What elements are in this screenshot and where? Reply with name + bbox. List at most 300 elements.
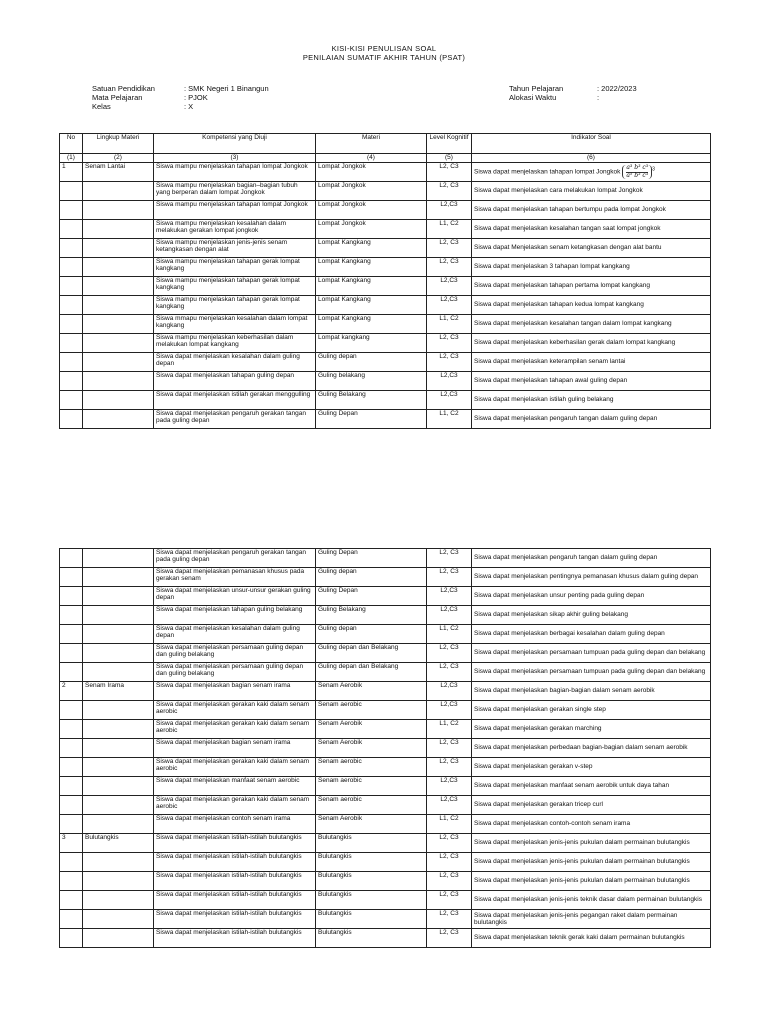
row-kompetensi bbox=[154, 682, 316, 701]
meta-value: : PJOK bbox=[184, 93, 208, 102]
table-row bbox=[60, 682, 711, 701]
row-indikator bbox=[472, 220, 711, 239]
row-materi bbox=[316, 739, 427, 758]
row-materi-text: Senam aerobic bbox=[318, 701, 362, 708]
col-number: (4) bbox=[316, 154, 427, 163]
row-indikator-text: Siswa dapat menjelaskan sikap akhir guling belakang bbox=[474, 611, 628, 619]
table-row bbox=[60, 910, 711, 929]
row-indikator bbox=[472, 258, 711, 277]
row-lingkup-materi bbox=[83, 606, 154, 625]
row-no bbox=[60, 796, 83, 815]
row-level-kognitif bbox=[427, 606, 472, 625]
row-level-kognitif-text: L1, C2 bbox=[439, 625, 459, 632]
row-no-text: 2 bbox=[62, 682, 66, 689]
row-indikator bbox=[472, 587, 711, 606]
row-indikator bbox=[472, 682, 711, 701]
header-lingkup: Lingkup Materi bbox=[83, 134, 154, 154]
row-no bbox=[60, 644, 83, 663]
row-kompetensi bbox=[154, 625, 316, 644]
table-row bbox=[60, 410, 711, 429]
table-row bbox=[60, 391, 711, 410]
row-level-kognitif-text: L1, C2 bbox=[439, 720, 459, 727]
row-level-kognitif-text: L2, C3 bbox=[439, 258, 459, 265]
row-no bbox=[60, 163, 83, 182]
row-no bbox=[60, 606, 83, 625]
row-kompetensi bbox=[154, 239, 316, 258]
row-no bbox=[60, 220, 83, 239]
row-lingkup-materi bbox=[83, 410, 154, 429]
row-indikator bbox=[472, 606, 711, 625]
row-materi-text: Guling depan bbox=[318, 625, 357, 632]
row-indikator-text: Siswa dapat menjelaskan unsur penting pada guling depan bbox=[474, 592, 645, 600]
row-lingkup-materi bbox=[83, 625, 154, 644]
row-level-kognitif bbox=[427, 587, 472, 606]
table-row bbox=[60, 739, 711, 758]
row-lingkup-materi bbox=[83, 258, 154, 277]
row-indikator-text: Siswa dapat menjelaskan tahapan bertumpu pada lompat Jongkok bbox=[474, 206, 666, 214]
row-indikator-text: Siswa dapat menjelaskan tahapan lompat Jongkok bbox=[474, 168, 621, 176]
table-row bbox=[60, 163, 711, 182]
row-lingkup-materi bbox=[83, 739, 154, 758]
row-indikator bbox=[472, 353, 711, 372]
row-lingkup-materi bbox=[83, 239, 154, 258]
row-materi-text: Guling belakang bbox=[318, 372, 365, 379]
row-indikator bbox=[472, 549, 711, 568]
row-materi bbox=[316, 410, 427, 429]
meta-row bbox=[92, 84, 269, 93]
col-number: (6) bbox=[472, 154, 711, 163]
row-lingkup-materi bbox=[83, 663, 154, 682]
row-kompetensi bbox=[154, 758, 316, 777]
row-lingkup-materi bbox=[83, 334, 154, 353]
row-level-kognitif bbox=[427, 315, 472, 334]
row-materi bbox=[316, 258, 427, 277]
row-materi-text: Lompat Jongkok bbox=[318, 182, 366, 189]
row-indikator-text: Siswa dapat menjelaskan teknik gerak kaki dalam permainan bulutangkis bbox=[474, 934, 685, 942]
row-level-kognitif-text: L2,C3 bbox=[440, 372, 458, 379]
row-kompetensi-text: Siswa mampu menjelaskan keberhasilan dalam melakukan lompat kangkang bbox=[156, 334, 294, 349]
row-level-kognitif-text: L2, C3 bbox=[439, 568, 459, 575]
row-materi bbox=[316, 853, 427, 872]
row-kompetensi bbox=[154, 606, 316, 625]
row-lingkup-materi-text: Senam Irama bbox=[85, 682, 125, 689]
row-kompetensi-text: Siswa dapat menjelaskan unsur-unsur gerakan guling depan bbox=[156, 587, 311, 602]
row-materi bbox=[316, 182, 427, 201]
row-kompetensi bbox=[154, 391, 316, 410]
row-lingkup-materi bbox=[83, 644, 154, 663]
row-level-kognitif-text: L2,C3 bbox=[440, 777, 458, 784]
row-no bbox=[60, 758, 83, 777]
row-kompetensi bbox=[154, 796, 316, 815]
row-kompetensi bbox=[154, 315, 316, 334]
row-materi bbox=[316, 891, 427, 910]
table-row bbox=[60, 568, 711, 587]
row-indikator bbox=[472, 625, 711, 644]
row-level-kognitif-text: L2,C3 bbox=[440, 391, 458, 398]
row-indikator bbox=[472, 296, 711, 315]
kisi-table-page-2 bbox=[59, 548, 711, 948]
table-row bbox=[60, 891, 711, 910]
col-number: (3) bbox=[154, 154, 316, 163]
row-kompetensi bbox=[154, 644, 316, 663]
row-indikator bbox=[472, 720, 711, 739]
row-indikator bbox=[472, 372, 711, 391]
row-level-kognitif bbox=[427, 334, 472, 353]
row-no bbox=[60, 277, 83, 296]
row-indikator-text: Siswa dapat menjelaskan bagian-bagian dalam senam aerobik bbox=[474, 687, 655, 695]
row-lingkup-materi bbox=[83, 777, 154, 796]
row-kompetensi bbox=[154, 182, 316, 201]
row-level-kognitif-text: L2, C3 bbox=[439, 334, 459, 341]
table-row bbox=[60, 663, 711, 682]
row-indikator bbox=[472, 834, 711, 853]
meta-value: : SMK Negeri 1 Binangun bbox=[184, 84, 269, 93]
row-lingkup-materi bbox=[83, 929, 154, 948]
row-kompetensi-text: Siswa mampu menjelaskan tahapan gerak lompat kangkang bbox=[156, 277, 300, 292]
table-row bbox=[60, 815, 711, 834]
row-materi bbox=[316, 220, 427, 239]
row-indikator-text: Siswa dapat menjelaskan persamaan tumpuan pada guling depan dan belakang bbox=[474, 668, 706, 676]
table-row bbox=[60, 929, 711, 948]
row-kompetensi bbox=[154, 201, 316, 220]
row-lingkup-materi bbox=[83, 220, 154, 239]
row-level-kognitif-text: L2, C3 bbox=[439, 853, 459, 860]
table-row bbox=[60, 315, 711, 334]
row-indikator-text: Siswa dapat menjelaskan tahapan pertama lompat kangkang bbox=[474, 282, 650, 290]
row-materi bbox=[316, 315, 427, 334]
row-level-kognitif-text: L2, C3 bbox=[439, 929, 459, 936]
row-materi bbox=[316, 372, 427, 391]
row-materi-text: Guling Depan bbox=[318, 549, 358, 556]
row-materi bbox=[316, 606, 427, 625]
row-no bbox=[60, 239, 83, 258]
row-kompetensi-text: Siswa dapat menjelaskan bagian senam irama bbox=[156, 739, 291, 746]
row-indikator bbox=[472, 796, 711, 815]
row-materi-text: Senam Aerobik bbox=[318, 815, 363, 822]
table-body-page-1 bbox=[60, 163, 711, 429]
row-level-kognitif bbox=[427, 777, 472, 796]
row-kompetensi bbox=[154, 853, 316, 872]
table-row bbox=[60, 296, 711, 315]
table-row bbox=[60, 220, 711, 239]
col-number: (1) bbox=[60, 154, 83, 163]
row-level-kognitif-text: L2,C3 bbox=[440, 606, 458, 613]
row-kompetensi bbox=[154, 891, 316, 910]
row-no bbox=[60, 549, 83, 568]
row-materi bbox=[316, 834, 427, 853]
row-kompetensi bbox=[154, 334, 316, 353]
table-row bbox=[60, 625, 711, 644]
row-level-kognitif-text: L1, C2 bbox=[439, 815, 459, 822]
row-indikator-text: Siswa dapat menjelaskan kesalahan tangan saat lompat jongkok bbox=[474, 225, 661, 233]
row-materi bbox=[316, 296, 427, 315]
row-indikator bbox=[472, 777, 711, 796]
row-lingkup-materi bbox=[83, 910, 154, 929]
meta-row bbox=[509, 84, 637, 93]
row-materi-text: Senam Aerobik bbox=[318, 682, 363, 689]
row-kompetensi-text: Siswa dapat menjelaskan istilah-istilah bulutangkis bbox=[156, 853, 302, 860]
row-no bbox=[60, 663, 83, 682]
row-materi bbox=[316, 663, 427, 682]
row-level-kognitif bbox=[427, 568, 472, 587]
row-indikator bbox=[472, 891, 711, 910]
row-kompetensi-text: Siswa mampu menjelaskan bagian–bagian tubuh yang berperan dalam lompat Jongkok bbox=[156, 182, 298, 197]
row-materi-text: Bulutangkis bbox=[318, 929, 352, 936]
title-line-2: PENILAIAN SUMATIF AKHIR TAHUN (PSAT) bbox=[302, 53, 466, 62]
row-materi bbox=[316, 777, 427, 796]
row-indikator bbox=[472, 163, 711, 182]
row-no bbox=[60, 296, 83, 315]
col-number: (5) bbox=[427, 154, 472, 163]
row-no bbox=[60, 910, 83, 929]
row-level-kognitif-text: L2,C3 bbox=[440, 277, 458, 284]
row-no bbox=[60, 853, 83, 872]
row-level-kognitif-text: L2, C3 bbox=[439, 644, 459, 651]
row-materi-text: Lompat kangkang bbox=[318, 334, 370, 341]
row-kompetensi-text: Siswa dapat menjelaskan istilah-istilah bulutangkis bbox=[156, 872, 302, 879]
meta-right bbox=[509, 84, 637, 102]
row-no bbox=[60, 929, 83, 948]
row-level-kognitif-text: L2,C3 bbox=[440, 201, 458, 208]
row-materi bbox=[316, 353, 427, 372]
row-lingkup-materi bbox=[83, 372, 154, 391]
row-kompetensi bbox=[154, 701, 316, 720]
row-materi-text: Lompat Kangkang bbox=[318, 315, 371, 322]
meta-label: Mata Pelajaran bbox=[92, 93, 143, 102]
row-materi bbox=[316, 644, 427, 663]
row-level-kognitif bbox=[427, 410, 472, 429]
row-level-kognitif-text: L2,C3 bbox=[440, 701, 458, 708]
row-kompetensi-text: Siswa mampu menjelaskan tahapan lompat Jongkok bbox=[156, 163, 308, 170]
row-lingkup-materi bbox=[83, 163, 154, 182]
row-materi bbox=[316, 872, 427, 891]
row-materi-text: Bulutangkis bbox=[318, 834, 352, 841]
row-materi bbox=[316, 587, 427, 606]
table-row bbox=[60, 201, 711, 220]
row-lingkup-materi bbox=[83, 353, 154, 372]
row-kompetensi-text: Siswa dapat menjelaskan istilah-istilah bulutangkis bbox=[156, 834, 302, 841]
formula-denominator: a⁵ b³ c³ bbox=[626, 171, 649, 179]
row-level-kognitif bbox=[427, 163, 472, 182]
row-kompetensi-text: Siswa dapat menjelaskan istilah-istilah bulutangkis bbox=[156, 929, 302, 936]
row-lingkup-materi bbox=[83, 796, 154, 815]
row-indikator-text: Siswa dapat menjelaskan perbedaan bagian-bagian dalam senam aerobik bbox=[474, 744, 688, 752]
row-lingkup-materi bbox=[83, 682, 154, 701]
table-row bbox=[60, 182, 711, 201]
row-indikator bbox=[472, 239, 711, 258]
row-indikator-text: Siswa dapat menjelaskan jenis-jenis teknik dasar dalam permainan bulutangkis bbox=[474, 896, 702, 904]
row-kompetensi-text: Siswa dapat menjelaskan istilah gerakan menggulling bbox=[156, 391, 311, 398]
row-indikator-text: Siswa dapat menjelaskan kesalahan tangan dalam lompat kangkang bbox=[474, 320, 672, 328]
row-kompetensi-text: Siswa dapat menjelaskan istilah-istilah bulutangkis bbox=[156, 891, 302, 898]
row-level-kognitif bbox=[427, 872, 472, 891]
row-indikator bbox=[472, 929, 711, 948]
kisi-table-page-1 bbox=[59, 133, 711, 429]
row-no bbox=[60, 682, 83, 701]
row-level-kognitif bbox=[427, 891, 472, 910]
row-lingkup-materi bbox=[83, 758, 154, 777]
row-materi-text: Senam Aerobik bbox=[318, 720, 363, 727]
row-level-kognitif bbox=[427, 201, 472, 220]
meta-label: Kelas bbox=[92, 102, 111, 111]
row-kompetensi-text: Siswa mampu menjelaskan tahapan gerak lompat kangkang bbox=[156, 258, 300, 273]
row-kompetensi-text: Siswa dapat menjelaskan pemanasan khusus pada gerakan senam bbox=[156, 568, 305, 583]
table-row bbox=[60, 644, 711, 663]
row-kompetensi-text: Siswa mampu menjelaskan tahapan gerak lompat kangkang bbox=[156, 296, 300, 311]
row-level-kognitif bbox=[427, 239, 472, 258]
row-level-kognitif bbox=[427, 372, 472, 391]
table-row bbox=[60, 549, 711, 568]
row-materi-text: Lompat Jongkok bbox=[318, 220, 366, 227]
row-materi-text: Lompat Jongkok bbox=[318, 163, 366, 170]
row-kompetensi-text: Siswa dapat menjelaskan kesalahan dalam guling depan bbox=[156, 353, 300, 368]
row-materi-text: Guling Belakang bbox=[318, 391, 366, 398]
row-no bbox=[60, 391, 83, 410]
row-lingkup-materi bbox=[83, 853, 154, 872]
header-materi: Materi bbox=[316, 134, 427, 154]
row-level-kognitif-text: L2, C3 bbox=[439, 239, 459, 246]
row-lingkup-materi bbox=[83, 549, 154, 568]
column-number-row bbox=[60, 154, 711, 163]
header-row bbox=[60, 134, 711, 154]
row-indikator-text: Siswa dapat menjelaskan 3 tahapan lompat kangkang bbox=[474, 263, 630, 271]
row-kompetensi bbox=[154, 910, 316, 929]
row-lingkup-materi bbox=[83, 587, 154, 606]
row-level-kognitif-text: L2,C3 bbox=[440, 796, 458, 803]
row-level-kognitif-text: L2, C3 bbox=[439, 834, 459, 841]
row-kompetensi bbox=[154, 220, 316, 239]
row-level-kognitif bbox=[427, 720, 472, 739]
row-level-kognitif bbox=[427, 853, 472, 872]
row-level-kognitif bbox=[427, 739, 472, 758]
row-lingkup-materi bbox=[83, 201, 154, 220]
row-kompetensi-text: Siswa dapat menjelaskan tahapan guling belakang bbox=[156, 606, 303, 613]
row-indikator bbox=[472, 391, 711, 410]
row-level-kognitif bbox=[427, 258, 472, 277]
row-level-kognitif-text: L2, C3 bbox=[439, 353, 459, 360]
row-kompetensi bbox=[154, 568, 316, 587]
table-row bbox=[60, 872, 711, 891]
meta-row bbox=[92, 102, 269, 111]
row-no bbox=[60, 777, 83, 796]
table-row bbox=[60, 853, 711, 872]
row-level-kognitif-text: L2, C3 bbox=[439, 549, 459, 556]
row-level-kognitif bbox=[427, 220, 472, 239]
row-indikator-text: Siswa dapat menjelaskan manfaat senam aerobik untuk daya tahan bbox=[474, 782, 670, 790]
row-indikator-text: Siswa dapat menjelaskan keterampilan senam lantai bbox=[474, 358, 626, 366]
row-materi-text: Senam aerobic bbox=[318, 796, 362, 803]
formula-exponent: 3 bbox=[652, 166, 655, 173]
row-level-kognitif bbox=[427, 815, 472, 834]
row-materi-text: Guling depan bbox=[318, 353, 357, 360]
table-row bbox=[60, 334, 711, 353]
header-no: No bbox=[60, 134, 83, 154]
row-level-kognitif bbox=[427, 834, 472, 853]
row-level-kognitif-text: L1, C2 bbox=[439, 315, 459, 322]
row-no bbox=[60, 258, 83, 277]
row-no bbox=[60, 891, 83, 910]
row-kompetensi bbox=[154, 163, 316, 182]
table-row bbox=[60, 239, 711, 258]
row-indikator bbox=[472, 277, 711, 296]
table-row bbox=[60, 258, 711, 277]
meta-label: Satuan Pendidikan bbox=[92, 84, 155, 93]
row-level-kognitif bbox=[427, 929, 472, 948]
row-lingkup-materi bbox=[83, 182, 154, 201]
row-no bbox=[60, 372, 83, 391]
row-materi-text: Guling Depan bbox=[318, 587, 358, 594]
row-no bbox=[60, 815, 83, 834]
row-kompetensi-text: Siswa dapat menjelaskan tahapan guling depan bbox=[156, 372, 295, 379]
row-materi bbox=[316, 163, 427, 182]
row-kompetensi bbox=[154, 872, 316, 891]
row-level-kognitif bbox=[427, 296, 472, 315]
row-kompetensi bbox=[154, 277, 316, 296]
row-level-kognitif bbox=[427, 353, 472, 372]
row-no bbox=[60, 315, 83, 334]
row-lingkup-materi bbox=[83, 701, 154, 720]
meta-value: : 2022/2023 bbox=[597, 84, 637, 93]
row-level-kognitif bbox=[427, 758, 472, 777]
row-no-text: 3 bbox=[62, 834, 66, 841]
row-materi-text: Senam aerobic bbox=[318, 758, 362, 765]
table-row bbox=[60, 834, 711, 853]
row-kompetensi bbox=[154, 834, 316, 853]
row-level-kognitif bbox=[427, 701, 472, 720]
row-materi-text: Guling depan bbox=[318, 568, 357, 575]
row-materi-text: Senam aerobic bbox=[318, 777, 362, 784]
row-materi-text: Lompat Jongkok bbox=[318, 201, 366, 208]
row-indikator-text: Siswa dapat menjelaskan persamaan tumpuan pada guling depan dan belakang bbox=[474, 649, 706, 657]
row-kompetensi bbox=[154, 720, 316, 739]
row-level-kognitif bbox=[427, 796, 472, 815]
row-materi-text: Senam Aerobik bbox=[318, 739, 363, 746]
meta-label: Tahun Pelajaran bbox=[509, 84, 564, 93]
row-kompetensi bbox=[154, 549, 316, 568]
row-indikator bbox=[472, 815, 711, 834]
row-materi-text: Guling Belakang bbox=[318, 606, 366, 613]
row-lingkup-materi bbox=[83, 891, 154, 910]
row-materi bbox=[316, 929, 427, 948]
row-materi bbox=[316, 796, 427, 815]
row-level-kognitif bbox=[427, 663, 472, 682]
row-kompetensi-text: Siswa dapat menjelaskan gerakan kaki dalam senam aerobic bbox=[156, 720, 310, 735]
row-kompetensi-text: Siswa dapat menjelaskan gerakan kaki dalam senam aerobic bbox=[156, 796, 310, 811]
row-indikator-text: Siswa dapat menjelaskan keberhasilan gerak dalam lompat kangkang bbox=[474, 339, 676, 347]
row-level-kognitif-text: L2, C3 bbox=[439, 910, 459, 917]
row-kompetensi bbox=[154, 258, 316, 277]
row-level-kognitif-text: L2,C3 bbox=[440, 682, 458, 689]
row-kompetensi-text: Siswa mmapu menjelaskan kesalahan dalam lompat kangkang bbox=[156, 315, 308, 330]
table-row bbox=[60, 353, 711, 372]
row-indikator-text: Siswa dapat menjelaskan gerakan marching bbox=[474, 725, 602, 733]
row-lingkup-materi bbox=[83, 391, 154, 410]
row-level-kognitif bbox=[427, 910, 472, 929]
row-materi bbox=[316, 239, 427, 258]
row-indikator bbox=[472, 739, 711, 758]
row-materi-text: Lompat Kangkang bbox=[318, 277, 371, 284]
row-kompetensi bbox=[154, 663, 316, 682]
row-materi bbox=[316, 758, 427, 777]
row-lingkup-materi bbox=[83, 834, 154, 853]
row-indikator-text: Siswa dapat menjelaskan istilah guling belakang bbox=[474, 396, 614, 404]
row-no bbox=[60, 587, 83, 606]
row-level-kognitif bbox=[427, 549, 472, 568]
table-row bbox=[60, 796, 711, 815]
row-level-kognitif-text: L2, C3 bbox=[439, 739, 459, 746]
row-no bbox=[60, 334, 83, 353]
row-kompetensi-text: Siswa dapat menjelaskan contoh senam irama bbox=[156, 815, 291, 822]
